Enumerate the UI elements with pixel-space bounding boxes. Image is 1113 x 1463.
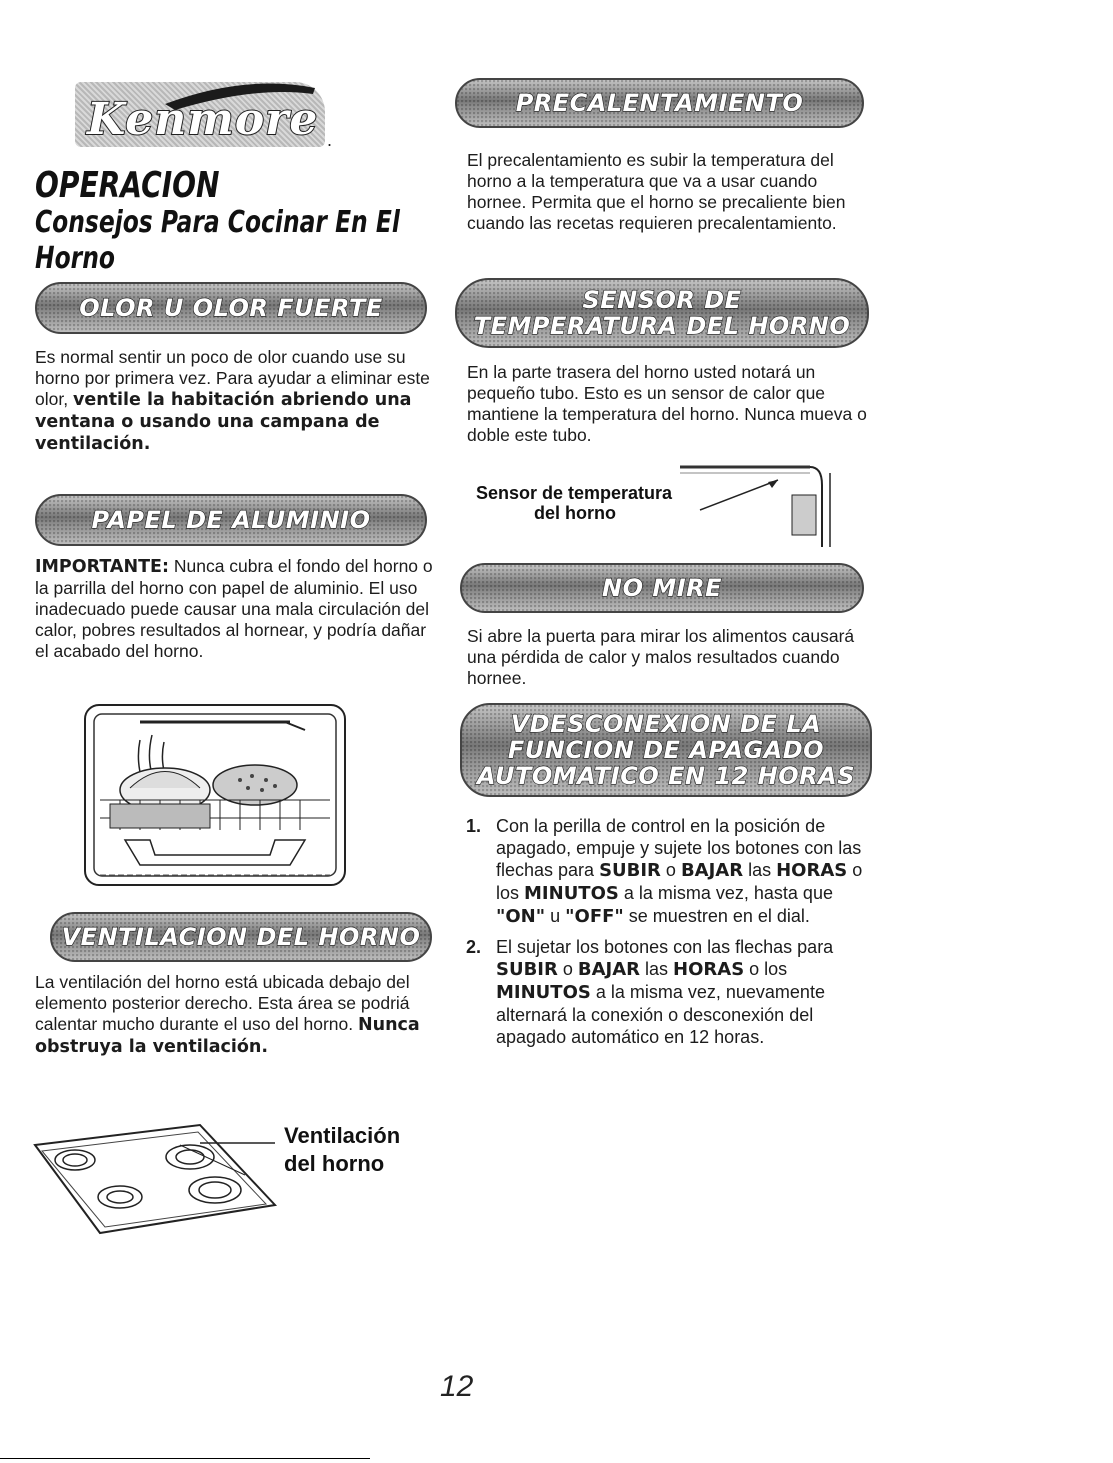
ventilacion-heading: VENTILACION DEL HORNO	[61, 923, 421, 951]
bottom-rule	[0, 1458, 370, 1459]
step-1-text-a: Con la perilla de control en la posición de apagado, empuje y sujete los botones con las flechas para	[496, 816, 862, 880]
step-2	[466, 936, 876, 1048]
aluminio-bold-text: IMPORTANTE:	[35, 557, 169, 577]
step-1-text-f: u	[545, 906, 566, 926]
step-1-text-c: las	[743, 860, 777, 880]
page-number: 12	[440, 1370, 474, 1403]
step-1-text-d: o los	[496, 860, 863, 903]
logo-dot: .	[327, 130, 333, 150]
desconexion-banner	[460, 703, 872, 797]
olor-paragraph	[35, 347, 435, 455]
precalentamiento-banner	[455, 78, 864, 128]
sensor-paragraph: En la parte trasera del horno usted notará un pequeño tubo. Esto es un sensor de calor que mantiene la temperatura del horno. Nunca mueva o doble este tubo.	[467, 362, 867, 445]
step-2-text-a: El sujetar los botones con las flechas para	[496, 937, 834, 957]
precalentamiento-paragraph: El precalentamiento es subir la temperatura del horno a la temperatura que va a usar cuando hornee. Permita que el horno se precaliente bien cuando las recetas requieren precalentamiento.	[467, 150, 846, 233]
sensor-illustration	[660, 455, 840, 550]
ventilacion-paragraph	[35, 972, 435, 1058]
step-1-number: 1.	[466, 816, 482, 836]
precalentamiento-heading: PRECALENTAMIENTO	[515, 89, 804, 117]
step-1-text-b: o	[660, 860, 681, 880]
step-1-bold-off: "OFF"	[565, 906, 624, 927]
page-subtitle: Consejos Para Cocinar En El Horno	[35, 205, 400, 276]
step-2-text-d: o los	[744, 959, 788, 979]
aluminio-text: Nunca cubra el fondo del horno o la parrilla del horno con papel de aluminio. El uso inadecuado puede causar una mala circulación del calor, pobres resultados al hornear, y podría dañar el acabado del horno.	[35, 556, 433, 661]
cooktop-vent-illustration	[30, 1115, 290, 1240]
step-1-text-g: se muestren en el dial.	[623, 906, 810, 926]
aluminio-paragraph	[35, 556, 435, 662]
olor-heading: OLOR U OLOR FUERTE	[79, 294, 383, 322]
step-2-text-e: a la misma vez, nuevamente alternará la conexión o desconexión del apagado automático en 12 horas.	[496, 982, 825, 1047]
step-2-bold-subir: SUBIR	[496, 959, 558, 980]
sensor-figure-label-line1: Sensor de temperatura	[476, 483, 673, 503]
ventilacion-banner	[50, 912, 432, 962]
olor-text: Es normal sentir un poco de olor cuando use su horno por primera vez. Para ayudar a eliminar este olor,	[35, 347, 430, 409]
step-1-text-e: a la misma vez, hasta que	[618, 883, 833, 903]
step-1-bold-subir: SUBIR	[599, 860, 661, 881]
nomire-heading: NO MIRE	[601, 574, 723, 602]
olor-banner	[35, 282, 427, 334]
sensor-banner	[455, 278, 869, 348]
ventilacion-text: La ventilación del horno está ubicada debajo del elemento posterior derecho. Esta área se podriá calentar mucho durante el uso del horno.	[35, 972, 410, 1034]
olor-bold-text: ventile la habitación abriendo una ventana o usando una campana de ventilación.	[35, 390, 412, 454]
vent-figure-label-line2: del horno	[284, 1151, 385, 1176]
vent-figure-label	[284, 1122, 400, 1178]
aluminio-heading: PAPEL DE ALUMINIO	[91, 506, 371, 534]
page-title: OPERACION	[35, 165, 220, 206]
oven-interior-illustration	[80, 700, 350, 890]
step-2-bold-minutos: MINUTOS	[496, 982, 591, 1003]
aluminio-banner	[35, 494, 427, 546]
sensor-figure-label	[476, 483, 672, 523]
step-1-bold-minutos: MINUTOS	[524, 883, 619, 904]
step-2-number: 2.	[466, 937, 482, 957]
logo-text: Kenmore	[87, 94, 319, 145]
sensor-heading: SENSOR DE TEMPERATURA DEL HORNO	[473, 286, 851, 340]
step-1	[466, 815, 876, 928]
step-2-text-b: o	[557, 959, 578, 979]
sensor-figure-label-line2: del horno	[534, 503, 616, 523]
nomire-banner	[460, 563, 864, 613]
kenmore-logo	[75, 82, 325, 147]
step-2-bold-bajar: BAJAR	[577, 959, 641, 980]
vent-figure-label-line1: Ventilación	[284, 1123, 401, 1148]
desconexion-steps	[466, 815, 876, 1056]
desconexion-heading: VDESCONEXION DE LA FUNCION DE APAGADO AUTOMATICO EN 12 HORAS	[476, 710, 855, 790]
step-1-bold-horas: HORAS	[776, 860, 848, 881]
step-2-text-c: las	[640, 959, 674, 979]
step-1-bold-bajar: BAJAR	[680, 860, 744, 881]
ventilacion-bold-text: Nunca obstruya la ventilación.	[35, 1015, 420, 1057]
step-1-bold-on: "ON"	[496, 906, 546, 927]
nomire-paragraph: Si abre la puerta para mirar los alimentos causará una pérdida de calor y malos resultados cuando hornee.	[467, 626, 855, 688]
step-2-bold-horas: HORAS	[673, 959, 745, 980]
